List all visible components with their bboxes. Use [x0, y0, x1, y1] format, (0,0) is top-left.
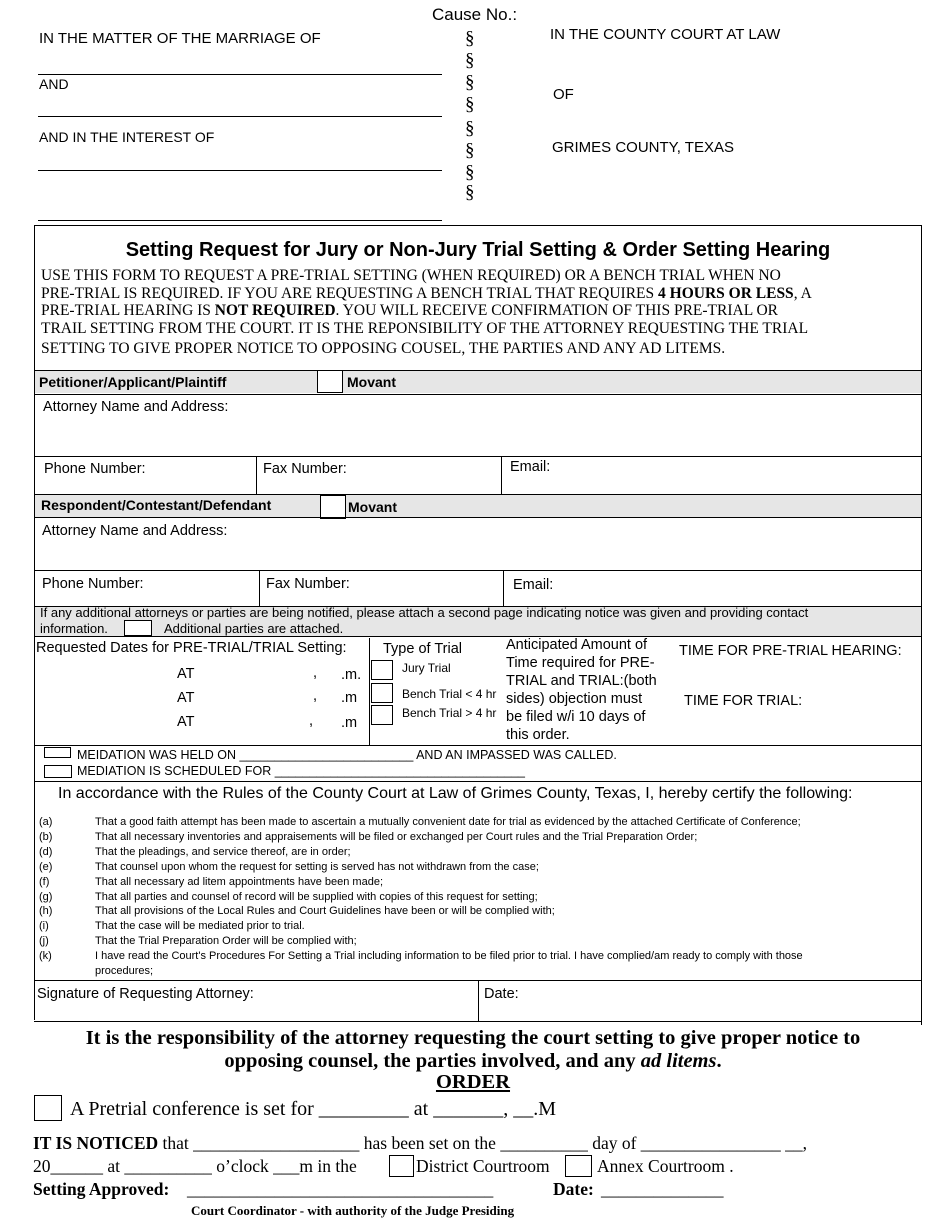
jury-trial-label: Jury Trial [402, 661, 451, 675]
additional-parties-text: If any additional attorneys or parties are being notified, please attach a second page indicating notice was given and providing contact [40, 605, 809, 620]
bench-trial-short-checkbox[interactable] [371, 683, 393, 703]
certification-intro: In accordance with the Rules of the County Court at Law of Grimes County, Texas, I, hereby certify the following: [58, 785, 853, 802]
respondent-heading: Respondent/Contestant/Defendant [41, 497, 272, 513]
respondent-email-label: Email: [513, 577, 554, 593]
coordinator-caption: Court Coordinator - with authority of the Judge Presiding [191, 1203, 515, 1218]
petitioner-email-label: Email: [510, 459, 551, 475]
instruction-line: PRE-TRIAL IS REQUIRED. IF YOU ARE REQUESTING A BENCH TRIAL THAT REQUIRES 4 HOURS OR LESS, A [41, 284, 812, 302]
meridiem-label: .m. [341, 667, 362, 683]
cause-number-label: Cause No.: [432, 5, 518, 24]
pretrial-time-label: TIME FOR PRE-TRIAL HEARING: [679, 643, 902, 659]
annex-courtroom-label: Annex Courtroom . [597, 1156, 734, 1176]
section-sign: § [465, 50, 475, 71]
section-sign: § [465, 94, 475, 115]
noticed-line: IT IS NOTICED that ___________________ has been set on the __________ day of ________________ __, [33, 1133, 808, 1153]
comma-separator: , [309, 713, 314, 729]
party-line-2[interactable] [38, 116, 442, 117]
party-line-1[interactable] [38, 74, 442, 75]
notice-line-1: It is the responsibility of the attorney requesting the court setting to give proper notice to [85, 1027, 861, 1049]
petitioner-heading: Petitioner/Applicant/Plaintiff [39, 374, 227, 390]
approved-date-label: Date: [553, 1179, 594, 1199]
meridiem-label: .m [341, 690, 358, 706]
bench-trial-long-checkbox[interactable] [371, 705, 393, 725]
respondent-movant-checkbox[interactable] [320, 495, 346, 519]
petitioner-movant-label: Movant [347, 374, 396, 390]
section-sign: § [465, 118, 475, 139]
district-courtroom-checkbox[interactable] [389, 1155, 414, 1177]
at-label: AT [177, 690, 195, 706]
county-label: GRIMES COUNTY, TEXAS [552, 139, 734, 156]
at-label: AT [177, 666, 195, 682]
respondent-movant-label: Movant [348, 499, 397, 515]
approved-date-line[interactable]: ______________ [601, 1179, 724, 1199]
type-of-trial-heading: Type of Trial [383, 641, 462, 657]
information-label: information. [40, 621, 108, 636]
pretrial-conference-checkbox[interactable] [34, 1095, 62, 1121]
instruction-line: TRAIL SETTING FROM THE COURT. IT IS THE REPONSIBILITY OF THE ATTORNEY REQUESTING THE TRIAL [41, 319, 809, 337]
setting-approved-label: Setting Approved: [33, 1179, 170, 1199]
additional-parties-label: Additional parties are attached. [164, 621, 344, 636]
respondent-fax-label: Fax Number: [266, 576, 350, 592]
form-title: Setting Request for Jury or Non-Jury Trial Setting & Order Setting Hearing [125, 239, 831, 261]
court-label: IN THE COUNTY COURT AT LAW [550, 26, 781, 43]
additional-parties-checkbox[interactable] [124, 620, 152, 636]
marriage-label: IN THE MATTER OF THE MARRIAGE OF [39, 30, 321, 47]
section-sign: § [465, 182, 475, 203]
instruction-line: PRE-TRIAL HEARING IS NOT REQUIRED. YOU WILL RECEIVE CONFIRMATION OF THIS PRE-TRIAL OR [41, 302, 778, 319]
of-label: OF [553, 86, 574, 103]
petitioner-phone-label: Phone Number: [44, 461, 146, 477]
setting-time-line: 20______ at __________ o’clock ___m in the [33, 1156, 357, 1176]
instruction-line: USE THIS FORM TO REQUEST A PRE-TRIAL SETTING (WHEN REQUIRED) OR A BENCH TRIAL WHEN NO [41, 267, 781, 284]
mediation-held-checkbox[interactable] [44, 747, 71, 758]
anticipated-time-text: Anticipated Amount of Time required for PRE- TRIAL and TRIAL:(both sides) objection must be filed w/i 10 days of this order. [506, 637, 657, 743]
child-line-2[interactable] [38, 220, 442, 221]
order-title: ORDER [435, 1071, 511, 1093]
interest-label: AND IN THE INTEREST OF [39, 129, 215, 145]
notice-line-2: opposing counsel, the parties involved, and any ad litems. [224, 1050, 722, 1072]
signature-label: Signature of Requesting Attorney: [37, 986, 254, 1002]
mediation-held-text: MEIDATION WAS HELD ON _________________________ AND AN IMPASSED WAS CALLED. [77, 748, 617, 762]
signature-date-label: Date: [484, 986, 519, 1002]
petitioner-movant-checkbox[interactable] [317, 370, 343, 393]
respondent-attorney-label: Attorney Name and Address: [42, 523, 228, 539]
at-label: AT [177, 714, 195, 730]
form-instructions [41, 267, 812, 358]
jury-trial-checkbox[interactable] [371, 660, 393, 680]
comma-separator: , [313, 688, 318, 704]
section-sign: § [465, 28, 475, 49]
trial-time-label: TIME FOR TRIAL: [684, 693, 803, 709]
section-sign: § [465, 162, 475, 183]
setting-approved-signature-line[interactable]: ___________________________________ [187, 1179, 494, 1199]
petitioner-attorney-label: Attorney Name and Address: [43, 399, 229, 415]
petitioner-fax-label: Fax Number: [263, 461, 347, 477]
instruction-line: SETTING TO GIVE PROPER NOTICE TO OPPOSING COUSEL, THE PARTIES AND ANY AD LITEMS. [41, 340, 726, 357]
section-sign: § [465, 72, 475, 93]
bench-trial-short-label: Bench Trial < 4 hr [402, 687, 497, 701]
mediation-scheduled-text: MEDIATION IS SCHEDULED FOR ____________________________________ [77, 764, 525, 778]
requested-dates-heading: Requested Dates for PRE-TRIAL/TRIAL Setting: [36, 640, 347, 656]
respondent-phone-label: Phone Number: [42, 576, 144, 592]
section-sign: § [465, 140, 475, 161]
mediation-scheduled-checkbox[interactable] [44, 765, 72, 778]
meridiem-label: .m [341, 715, 358, 731]
comma-separator: , [313, 665, 318, 681]
bench-trial-long-label: Bench Trial > 4 hr [402, 706, 497, 720]
annex-courtroom-checkbox[interactable] [565, 1155, 592, 1177]
pretrial-conference-text: A Pretrial conference is set for _________ at _______, __.M [70, 1098, 557, 1120]
district-courtroom-label: District Courtroom [416, 1156, 550, 1176]
and-label: AND [39, 76, 69, 92]
child-line-1[interactable] [38, 170, 442, 171]
